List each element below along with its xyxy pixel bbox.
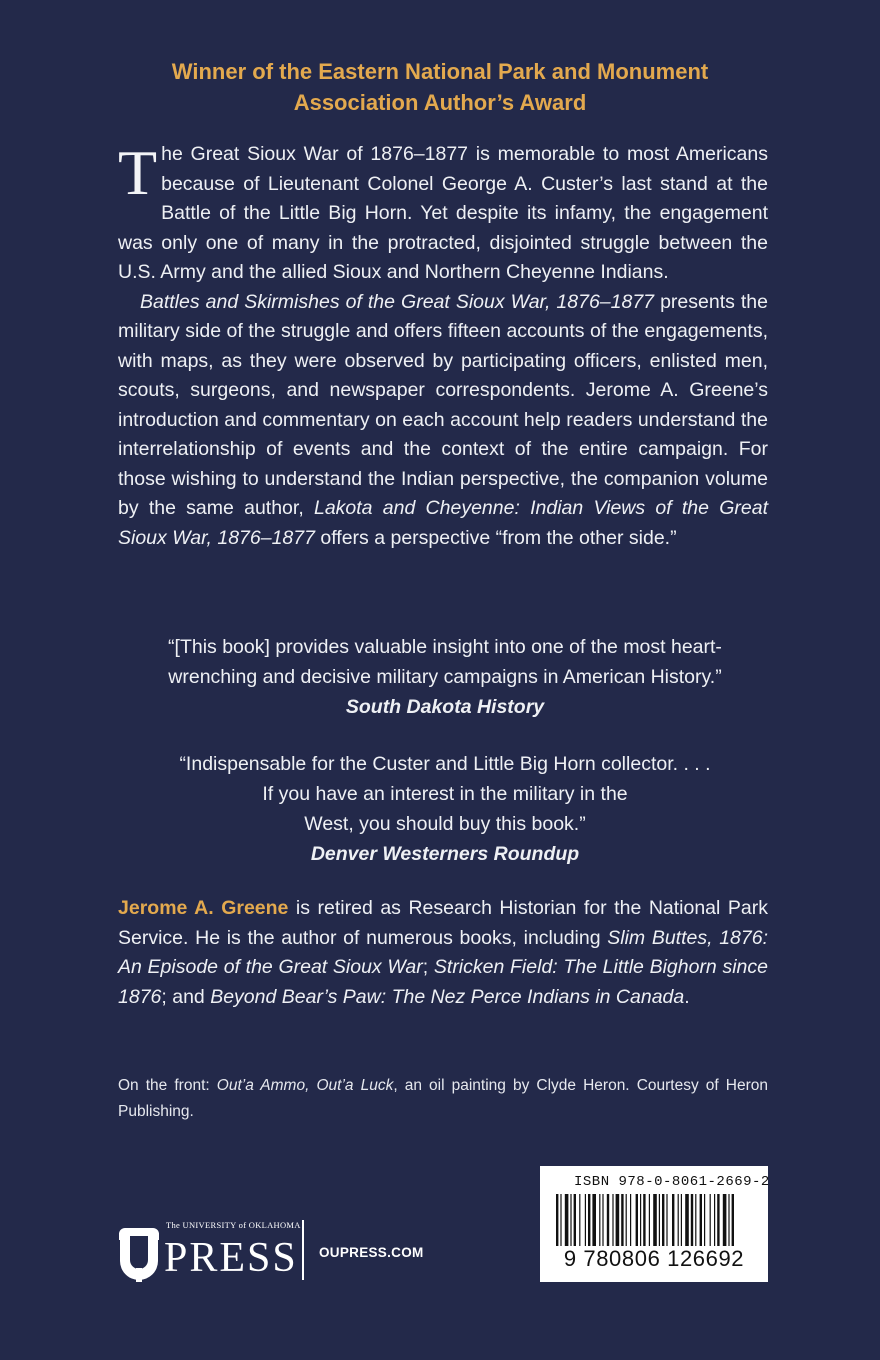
barcode-bar [565,1194,569,1246]
barcode-bar [717,1194,719,1246]
barcode-bar [579,1194,580,1246]
book-description [118,137,768,553]
barcode-bar [681,1194,682,1246]
barcode-bar [728,1194,729,1246]
barcode-bar [685,1194,689,1246]
quote-1-source: South Dakota History [345,696,545,718]
author-book-2: Stricken Field: The Little Bighorn since 1876 [118,956,768,1008]
isbn-barcode [540,1166,768,1282]
description-p2-text: presents the military side of the struggle and offers fifteen accounts of the engagements, with maps, as they were observed by participating officers, enlisted men, scouts, surgeons, and newspaper correspondents. Jerome A. Greene’s introduction and commentary on each account help readers understand the interrelationship of events and the context of the entire campaign. For those wishing to understand the Indian perspective, the companion volume by the same author, [118,290,768,519]
quote-2-line-3: West, you should buy this book.” [304,813,586,835]
description-p2-end: offers a perspective “from the other side.” [314,526,677,549]
barcode-bar [704,1194,705,1246]
logo-divider [302,1220,304,1280]
companion-book-title: Lakota and Cheyenne: Indian Views of the Great Sioux War, 1876–1877 [118,497,768,549]
description-p1-text: he Great Sioux War of 1876–1877 is memorable to most Americans because of Lieutenant Colonel George A. Custer’s last stand at the Battle of the Little Big Horn. Yet despite its infamy, the engagement was only one of many in the protracted, disjointed struggle between the U.S. Army and the allied Sioux and Northern Cheyenne Indians. [118,143,768,283]
barcode-bar [662,1194,664,1246]
credit-suffix: , an oil painting by Clyde Heron. Courtesy of Heron Publishing. [118,1077,768,1120]
book-title: Battles and Skirmishes of the Great Sioux War, 1876–1877 [140,290,655,313]
barcode-bar [640,1194,641,1246]
barcode-bar [695,1194,696,1246]
barcode-bar [636,1194,638,1246]
quote-1-line-2: wrenching and decisive military campaigns in American History.” [168,666,722,688]
painting-title: Out’a Ammo, Out’a Luck [216,1077,394,1094]
barcode-bar [732,1194,734,1246]
author-name: Jerome A. Greene [118,897,289,919]
award-line-1: Winner of the Eastern National Park and Monument [171,59,709,84]
cover-credit [118,1073,768,1125]
barcode-bars [548,1194,760,1250]
barcode-bar [585,1194,586,1246]
isbn-label: ISBN 978-0-8061-2669-2 [574,1174,770,1190]
barcode-bar [649,1194,650,1246]
quote-2-line-1: “Indispensable for the Custer and Little Big Horn collector. . . . [179,753,711,775]
barcode-bar [599,1194,600,1246]
barcode-bar [556,1194,558,1246]
description-paragraph-1 [118,137,768,288]
barcode-bar [672,1194,674,1246]
publisher-logo [114,1220,444,1288]
barcode-bar [560,1194,561,1246]
review-quote-1 [100,632,790,722]
barcode-bar [691,1194,693,1246]
barcode-digits: 9 780806 126692 [563,1246,745,1271]
barcode-bar [612,1194,613,1246]
barcode-bar [659,1194,660,1246]
barcode-bar [723,1194,727,1246]
barcode-bar [588,1194,590,1246]
barcode-bar [607,1194,609,1246]
barcode-bar [592,1194,596,1246]
press-wordmark: PRESS [164,1235,298,1281]
barcode-bar [616,1194,620,1246]
quote-1-line-1: “[This book] provides valuable insight into one of the most heart- [168,636,722,658]
barcode-bar [653,1194,657,1246]
author-book-3: Beyond Bear’s Paw: The Nez Perce Indians in Canada [210,985,685,1008]
barcode-bar [570,1194,571,1246]
barcode-bar [630,1194,631,1246]
barcode-bar [666,1194,667,1246]
barcode-bar [574,1194,576,1246]
author-bio-text: is retired as Research Historian for the National Park Service. He is the author of numerous books, including [118,897,768,949]
description-paragraph-2 [118,288,768,554]
university-line: The UNIVERSITY of OKLAHOMA [166,1220,301,1230]
quote-2-source: Denver Westerners Roundup [310,843,580,865]
credit-prefix: On the front: [118,1077,217,1094]
award-banner [0,56,880,118]
author-sep-2: ; and [161,985,211,1008]
quote-2-line-2: If you have an interest in the military in the [262,783,628,805]
barcode-bar [602,1194,603,1246]
barcode-bar [621,1194,623,1246]
review-quote-2 [100,749,790,869]
author-sep-1: ; [422,956,434,978]
author-book-1: Slim Buttes, 1876: An Episode of the Great Sioux War [118,926,768,978]
author-bio-end: . [684,985,690,1008]
barcode-bar [700,1194,702,1246]
publisher-website[interactable]: OUPRESS.COM [319,1245,424,1260]
drop-cap: T [118,137,158,208]
barcode-bar [626,1194,627,1246]
barcode-bar [643,1194,645,1246]
barcode-bar [678,1194,679,1246]
award-line-2: Association Author’s Award [293,90,587,115]
barcode-bar [710,1194,711,1246]
author-bio [118,894,768,1012]
ou-monogram-icon [114,1224,164,1284]
barcode-bar [714,1194,715,1246]
